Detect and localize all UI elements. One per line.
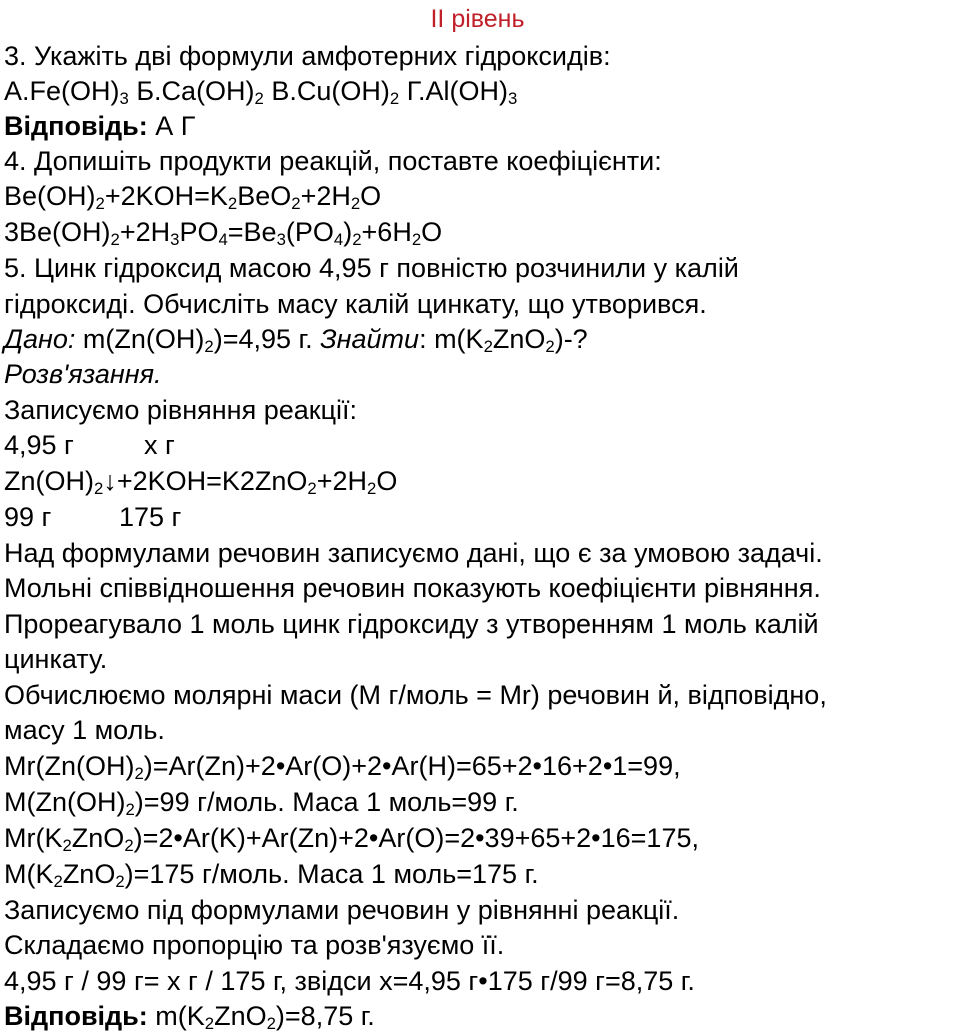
q5-reaction: $Zn(OH)_2↓+2KOH=K2ZnO_2+2H_2O$ [4,466,398,499]
q5-above-left: 4,95 г [4,430,74,460]
q3-question: 3. Укажіть дві формули амфотерних гідроксидів: [4,41,611,71]
q5-paragraph-4-line-1: Обчислюємо молярні маси (M г/моль = Mr) речовин й, відповідно, [4,680,827,710]
q5-paragraph-4-line-2: масу 1 моль. [4,715,165,745]
q5-question-line-2: гідроксиді. Обчисліть масу калій цинкату, що утворився. [4,289,707,319]
q5-question-line-1: 5. Цинк гідроксид масою 4,95 г повністю розчинили у калій [4,253,739,283]
q3-options: $А.Fe(OH)_3$ $Б.Ca(OH)_2$ $В.Cu(OH)_2$ $Г.Al(OH)_3$ [4,76,518,109]
q5-proportion: 4,95 г / 99 г= х г / 175 г, звідси х=4,95 г•175 г/99 г=8,75 г. [4,966,695,996]
q5-above-right: х г [144,430,175,460]
q5-m-potassium-zincate: $M(K_2ZnO_2)=175$ г/моль. Маса 1 моль=175 г. [4,859,539,892]
q4-equation-2: $3Be(OH)_2+2H_3PO_4=Be_3(PO_4)_2+6H_2O$ [4,217,443,250]
q4-question: 4. Допишіть продукти реакцій, поставте коефіцієнти: [4,146,662,176]
q5-paragraph-6: Складаємо пропорцію та розв'язуємо її. [4,930,505,960]
q5-paragraph-3-line-2: цинкату. [4,644,108,674]
q5-mr-potassium-zincate: $Mr(K_2ZnO_2)=2•Ar(K)+Ar(Zn)+2•Ar(O)=2•39+65+2•16=175$, [4,823,699,856]
q5-mr-zinc-hydroxide: $Mr(Zn(OH)_2)=Ar(Zn)+2•Ar(O)+2•Ar(H)=65+2•16+2•1=99$, [4,751,681,784]
q5-below-left: 99 г [4,502,52,532]
q5-paragraph-5: Записуємо під формулами речовин у рівнянні реакції. [4,895,680,925]
q5-m-zinc-hydroxide: $M(Zn(OH)_2)=99$ г/моль. Маса 1 моль=99 г. [4,787,519,820]
q5-given: Дано: $m(Zn(OH)_2)=4,95$ г. Знайти: $m(K_2ZnO_2)-$? [4,324,588,357]
q5-solution-label: Розв'язання. [4,359,162,389]
q5-paragraph-2: Мольні співвідношення речовин показують коефіцієнти рівняння. [4,573,821,603]
q3-answer: Відповідь: А Г [4,111,196,141]
answer-label: Відповідь: [4,111,148,141]
q5-write-equation: Записуємо рівняння реакції: [4,395,358,425]
q5-answer: Відповідь: $m(K_2ZnO_2)=8,75$ г. [4,1001,375,1034]
q4-equation-1: $Be(OH)_2+2KOH=K_2BeO_2+2H_2O$ [4,181,382,214]
answer-label: Відповідь: [4,1001,148,1031]
q5-paragraph-1: Над формулами речовин записуємо дані, що є за умовою задачі. [4,538,823,568]
q5-below-right: 175 г [119,502,182,532]
section-title: II рівень [430,5,525,33]
q5-paragraph-3-line-1: Прореагувало 1 моль цинк гідроксиду з утворенням 1 моль калій [4,609,819,639]
